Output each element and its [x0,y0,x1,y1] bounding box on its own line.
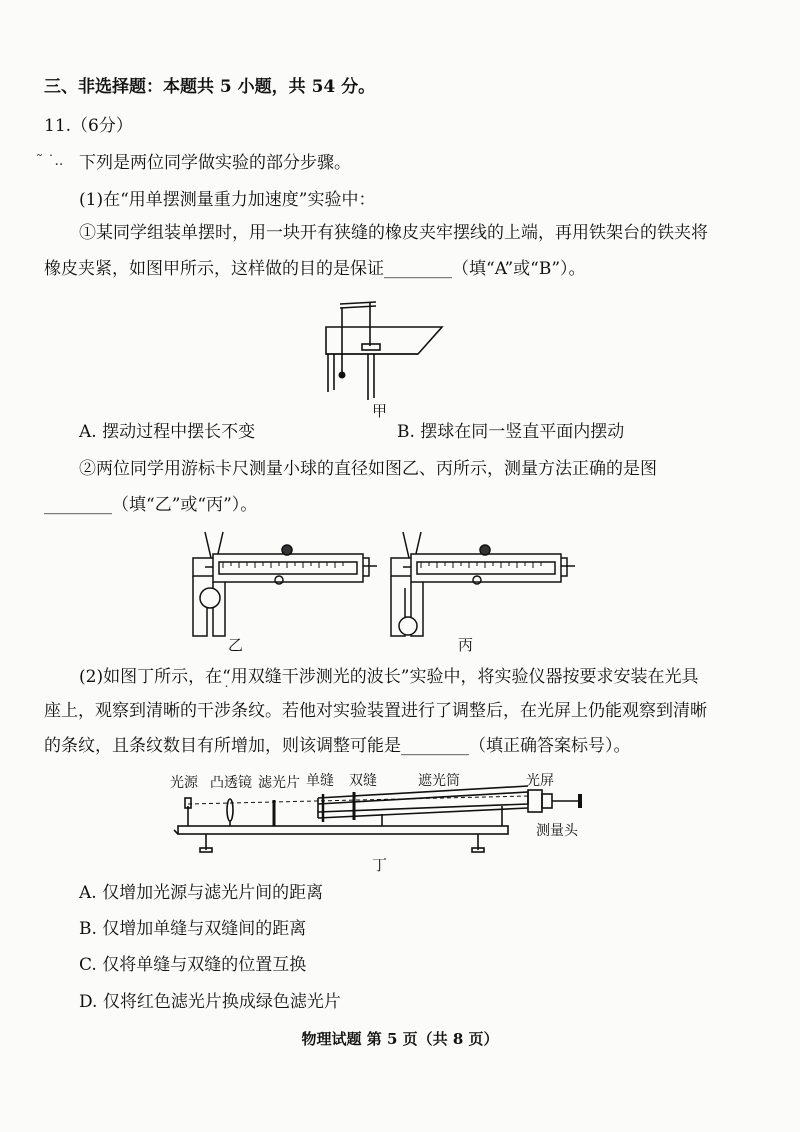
figure-ding-apparatus [168,770,608,876]
figure-bing-caption: 丙 [458,636,474,654]
question-number: 11.（6分） [44,116,133,136]
part1-title: (1)在“用单摆测量重力加速度”实验中： [79,190,376,210]
label-light-tube: 遮光筒 [418,773,460,789]
label-light-source: 光源 [170,775,198,791]
section-heading: 三、非选择题：本题共 5 小题，共 54 分。 [44,77,376,97]
label-single-slit: 单缝 [306,773,334,789]
part2-option-d: D. 仅将红色滤光片换成绿色滤光片 [79,992,341,1012]
label-filter: 滤光片 [258,775,300,791]
page-footer: 物理试题 第 5 页（共 8 页） [301,1030,499,1048]
scan-mark: ˙ [223,684,230,700]
figure-ding-caption: 丁 [372,856,388,874]
question-intro: 下列是两位同学做实验的部分步骤。 [79,153,351,173]
part1-item2-line2: ________（填“乙”或“丙”）。 [44,495,258,515]
figure-bing-caliper [381,528,577,640]
scan-mark: ˜ ˙.. [36,153,64,169]
part1-item1-line1: ①某同学组装单摆时，用一块开有狭缝的橡皮夹牢摆线的上端，再用铁架台的铁夹将 [79,223,708,243]
part2-line2: 座上，观察到清晰的干涉条纹。若他对实验装置进行了调整后，在光屏上仍能观察到清晰 [44,701,707,721]
label-measuring-head: 测量头 [536,823,578,839]
part2-option-b: B. 仅增加单缝与双缝间的距离 [79,919,307,939]
part1-item1-line2: 橡皮夹紧，如图甲所示，这样做的目的是保证________（填“A”或“B”）。 [44,259,586,279]
part2-option-a: A. 仅增加光源与滤光片间的距离 [79,883,324,903]
part2-line1: (2)如图丁所示，在“用双缝干涉测光的波长”实验中，将实验仪器按要求安装在光具 [79,667,699,687]
figure-yi-caption: 乙 [228,636,244,654]
option-a: A. 摆动过程中摆长不变 [79,422,256,442]
option-b: B. 摆球在同一竖直平面内摆动 [397,422,625,442]
part1-item2-line1: ②两位同学用游标卡尺测量小球的直径如图乙、丙所示，测量方法正确的是图 [79,459,657,479]
figure-jia-caption: 甲 [372,402,388,420]
label-double-slit: 双缝 [349,773,377,789]
part2-option-c: C. 仅将单缝与双缝的位置互换 [79,955,307,975]
part2-line3: 的条纹，且条纹数目有所增加，则该调整可能是________（填正确答案标号）。 [44,736,631,756]
figure-yi-caliper [183,528,379,640]
label-screen: 光屏 [526,773,554,789]
figure-jia-pendulum [318,292,448,404]
label-convex-lens: 凸透镜 [210,775,252,791]
